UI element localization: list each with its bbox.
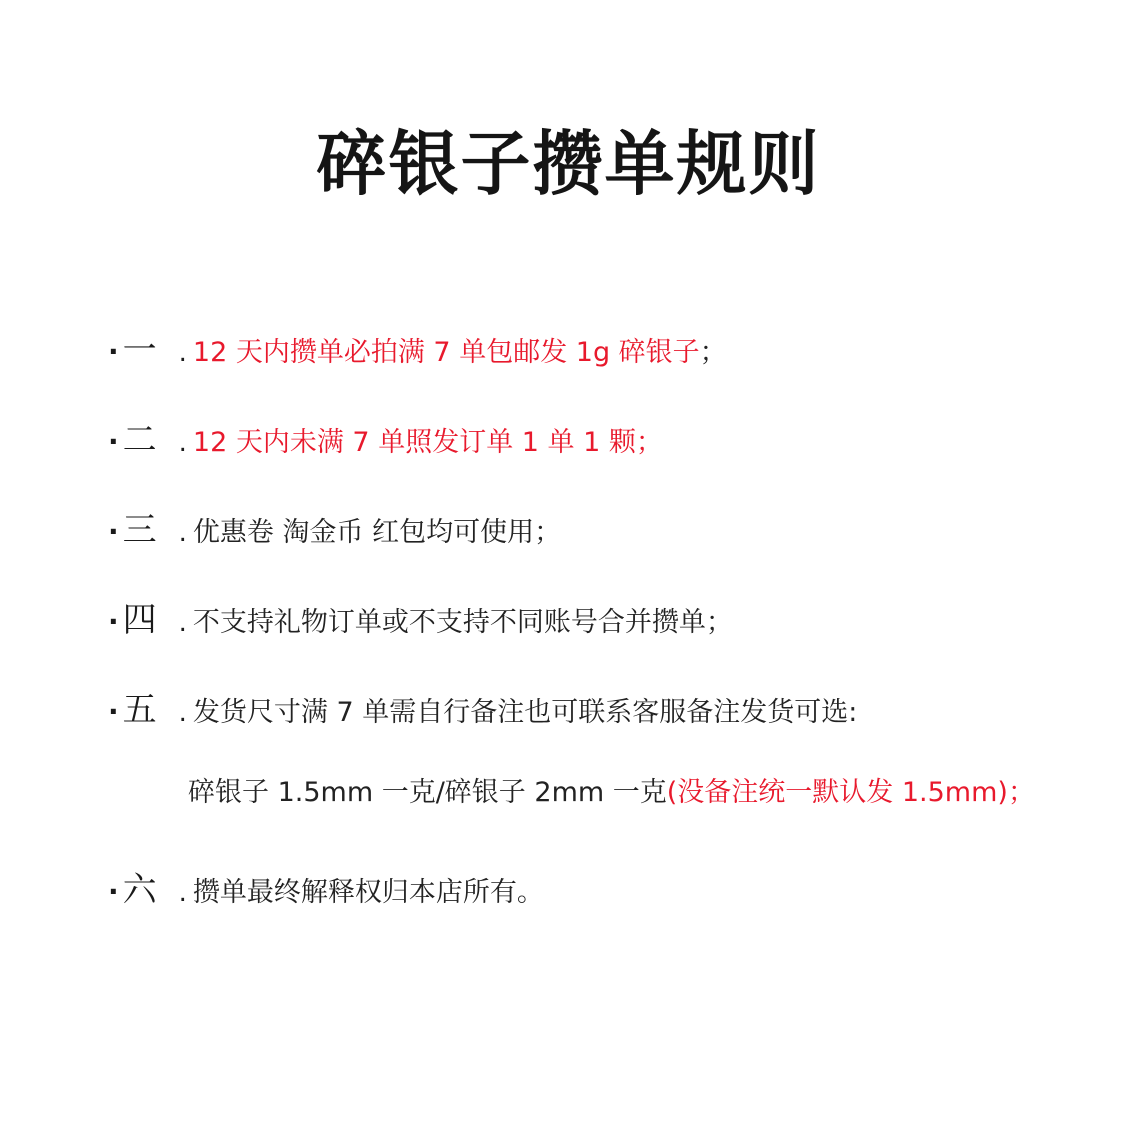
rule-text: 优惠卷 淘金币 红包均可使用； [192,517,562,548]
rule-separator: . [178,878,187,908]
rule-number: 六 [122,870,157,910]
rule-separator: . [178,428,187,458]
rule-number: 二 [122,420,157,460]
bullet-dot: · [108,515,119,548]
size-options-line [188,770,1035,809]
rule-separator: . [178,338,187,368]
size-default-note: (没备注统一默认发 1.5mm) [666,777,1008,808]
rule-number: 一 [122,330,157,370]
bullet-dot: · [108,425,119,458]
rule-number: 五 [122,690,157,730]
rule-separator: . [178,698,187,728]
rule-text: 发货尺寸满 7 单需自行备注也可联系客服备注发货可选: [192,697,858,728]
rule-item-3 [108,502,561,551]
bullet-dot: · [108,335,119,368]
rule-text: 12 天内攒单必拍满 7 单包邮发 1g 碎银子 [192,337,700,368]
bullet-dot: · [108,605,119,638]
rule-text: 12 天内未满 7 单照发订单 1 单 1 颗 [192,427,636,458]
page-title: 碎银子攒单规则 [316,123,821,205]
rule-item-2 [108,412,663,461]
rule-text: 不支持礼物订单或不支持不同账号合并攒单； [192,607,733,638]
rule-separator: . [178,518,187,548]
rule-tail: ； [699,337,727,368]
rule-text: 攒单最终解释权归本店所有。 [192,877,544,908]
rule-item-6 [108,862,544,911]
rule-item-4 [108,592,733,641]
bullet-dot: · [108,695,119,728]
size-options-tail: ； [1007,777,1035,808]
size-options-text: 碎银子 1.5mm 一克/碎银子 2mm 一克 [188,777,667,808]
rule-tail: ； [635,427,663,458]
rule-item-5 [108,682,857,731]
rule-number: 三 [122,510,157,550]
bullet-dot: · [108,875,119,908]
rule-number: 四 [122,600,157,640]
rule-item-1 [108,322,727,371]
rule-separator: . [178,608,187,638]
